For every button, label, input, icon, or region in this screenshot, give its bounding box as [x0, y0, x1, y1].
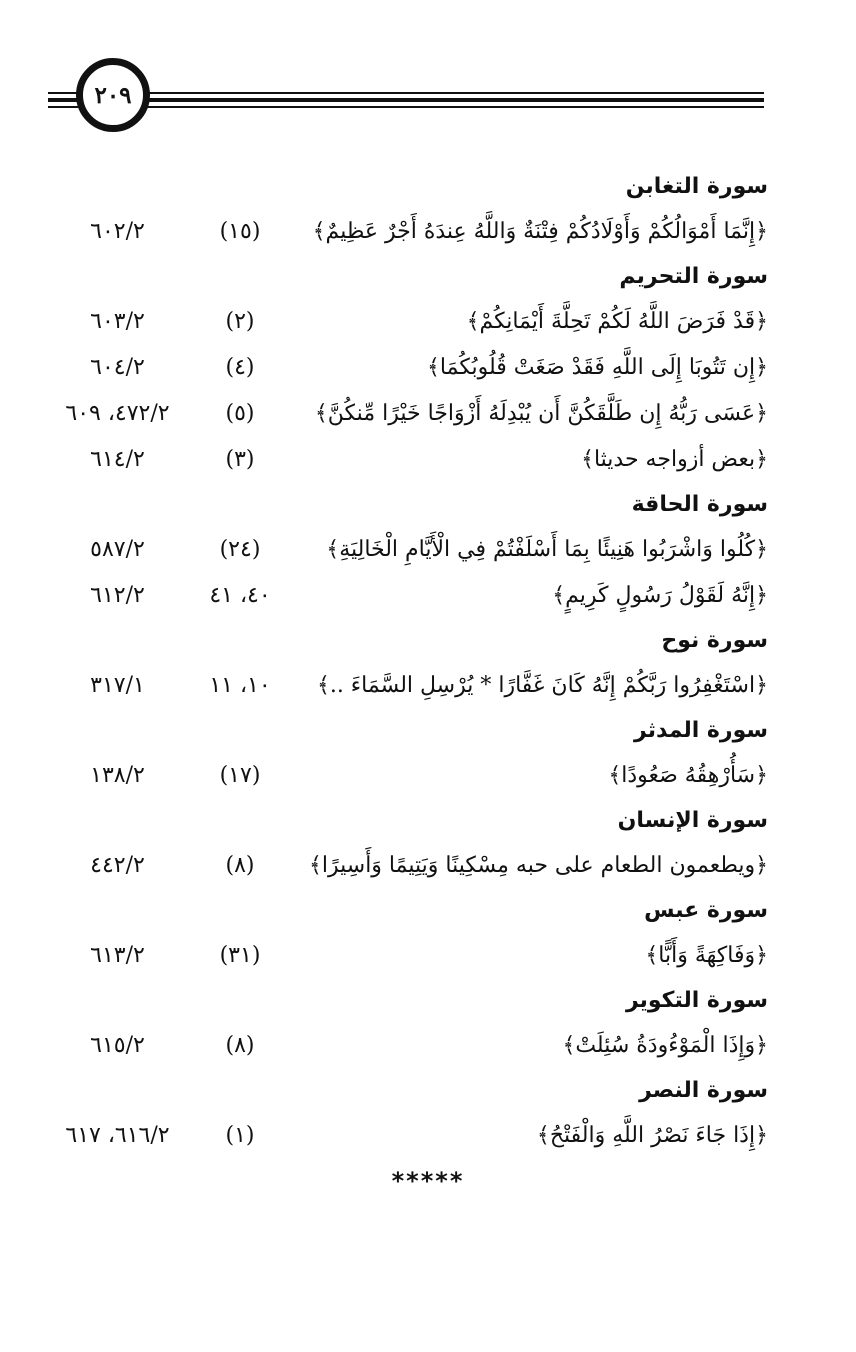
index-row — [0, 1023, 856, 1069]
surah-heading: سورة التغابن — [625, 174, 768, 199]
surah-heading: سورة التكوير — [625, 988, 768, 1013]
ayah-number: (١٥) — [219, 219, 261, 244]
ayah-number: ١٠، ١١ — [209, 673, 271, 698]
page-reference: ٥٨٧/٢ — [90, 537, 145, 562]
page-header — [0, 0, 856, 140]
index-row — [0, 209, 856, 255]
ayah-number: (٢٤) — [219, 537, 261, 562]
ayah-number: (٤) — [225, 355, 255, 380]
header-rule-thick — [48, 98, 764, 102]
index-row — [0, 345, 856, 391]
ayah-number: (٥) — [225, 401, 255, 426]
verse-text: ﴿وَفَاكِهَةً وَأَبًّا﴾ — [645, 943, 768, 968]
verse-text: ﴿إِن تَتُوبَا إِلَى اللَّهِ فَقَدْ صَغَتْ قُلُوبُكُمَا﴾ — [427, 355, 768, 380]
index-row — [0, 437, 856, 483]
page-reference: ١٣٨/٢ — [90, 763, 145, 788]
verse-text: ﴿سَأُرْهِقُهُ صَعُودًا﴾ — [608, 763, 768, 788]
verse-text: ﴿ويطعمون الطعام على حبه مِسْكِينًا وَيَتِيمًا وَأَسِيرًا﴾ — [308, 853, 768, 878]
ayah-number: (٢) — [225, 309, 255, 334]
page-reference: ٣١٧/١ — [90, 673, 145, 698]
verse-text: ﴿بعض أزواجه حديثا﴾ — [581, 447, 768, 472]
surah-heading: سورة النصر — [639, 1078, 768, 1103]
verse-text: ﴿كُلُوا وَاشْرَبُوا هَنِيئًا بِمَا أَسْلَفْتُمْ فِي الْأَيَّامِ الْخَالِيَةِ﴾ — [326, 537, 768, 562]
header-rule-top — [48, 92, 764, 94]
index-row — [0, 843, 856, 889]
surah-heading: سورة الإنسان — [617, 808, 768, 833]
index-row — [0, 933, 856, 979]
verse-text: ﴿وَإِذَا الْمَوْءُودَةُ سُئِلَتْ﴾ — [562, 1033, 768, 1058]
verse-text: ﴿عَسَى رَبُّهُ إِن طَلَّقَكُنَّ أَن يُبْدِلَهُ أَزْوَاجًا خَيْرًا مِّنكُنَّ﴾ — [314, 401, 768, 426]
page-reference: ٦٠٤/٢ — [90, 355, 145, 380]
page-number: ٢٠٩ — [94, 81, 132, 109]
ayah-number: (٣) — [225, 447, 255, 472]
ayah-number: (١٧) — [219, 763, 261, 788]
page-reference: ٤٤٢/٢ — [90, 853, 145, 878]
index-row — [0, 1113, 856, 1159]
page-number-badge — [76, 58, 150, 132]
ayah-number: (٨) — [225, 1033, 255, 1058]
ayah-number: (٨) — [225, 853, 255, 878]
surah-heading: سورة التحريم — [619, 264, 768, 289]
ayah-number: (٣١) — [219, 943, 261, 968]
verse-text: ﴿إِنَّمَا أَمْوَالُكُمْ وَأَوْلَادُكُمْ فِتْنَةٌ وَاللَّهُ عِندَهُ أَجْرٌ عَظِيمٌ﴾ — [312, 219, 768, 244]
verse-text: ﴿إِنَّهُ لَقَوْلُ رَسُولٍ كَرِيمٍ﴾ — [552, 583, 768, 608]
surah-heading: سورة الحاقة — [631, 492, 768, 517]
page-reference: ٦١٤/٢ — [90, 447, 145, 472]
header-rule-bottom — [48, 106, 764, 108]
page-reference: ٦١٥/٢ — [90, 1033, 145, 1058]
index-row — [0, 663, 856, 709]
index-row — [0, 527, 856, 573]
page-reference: ٤٧٢/٢، ٦٠٩ — [65, 401, 170, 426]
verse-text: ﴿إِذَا جَاءَ نَصْرُ اللَّهِ وَالْفَتْحُ﴾ — [536, 1123, 768, 1148]
index-row — [0, 573, 856, 619]
surah-heading: سورة المدثر — [634, 718, 768, 743]
ayah-number: ٤٠، ٤١ — [209, 583, 271, 608]
page-reference: ٦٠٣/٢ — [90, 309, 145, 334]
page-reference: ٦١٣/٢ — [90, 943, 145, 968]
verse-text: ﴿اسْتَغْفِرُوا رَبَّكُمْ إِنَّهُ كَانَ غَفَّارًا * يُرْسِلِ السَّمَاءَ ..﴾ — [316, 673, 768, 698]
index-row — [0, 753, 856, 799]
page-reference: ٦١٢/٢ — [90, 583, 145, 608]
section-end-mark: ***** — [391, 1167, 465, 1195]
surah-heading: سورة نوح — [661, 628, 768, 653]
verse-text: ﴿قَدْ فَرَضَ اللَّهُ لَكُمْ تَحِلَّةَ أَيْمَانِكُمْ﴾ — [466, 309, 768, 334]
page-reference: ٦٠٢/٢ — [90, 219, 145, 244]
index-content — [0, 165, 856, 1195]
ayah-number: (١) — [225, 1123, 255, 1148]
index-row — [0, 299, 856, 345]
index-row — [0, 391, 856, 437]
surah-heading: سورة عبس — [644, 898, 768, 923]
page-reference: ٦١٦/٢، ٦١٧ — [65, 1123, 170, 1148]
